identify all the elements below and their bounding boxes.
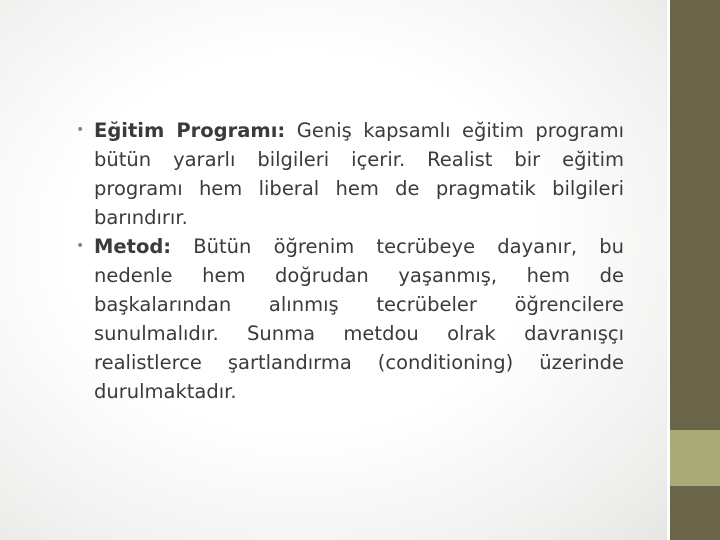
bullet-list: [76, 116, 624, 406]
bullet-icon: •: [76, 122, 85, 138]
slide-content: [76, 116, 624, 406]
bullet-item-metod: [76, 232, 624, 406]
bullet-item-egitim-programi: [76, 116, 624, 232]
side-accent-block: [670, 430, 720, 486]
bullet-icon: •: [76, 238, 85, 254]
bullet-text: Geniş kapsamlı eğitim programı bütün yararlı bilgileri içerir. Realist bir eğitim programı hem liberal hem de pragmatik bilgileri barındırır.: [94, 119, 625, 229]
bullet-term: Metod:: [94, 235, 172, 258]
bullet-term: Eğitim Programı:: [94, 119, 286, 142]
bullet-text: Bütün öğrenim tecrübeye dayanır, bu nedenle hem doğrudan yaşanmış, hem de başkalarından alınmış tecrübeler öğrencilere sunulmalıdır. Sunma metdou olrak davranışçı realistlerce şartlandırma (conditioning) üzerinde durulmaktadır.: [94, 235, 624, 403]
